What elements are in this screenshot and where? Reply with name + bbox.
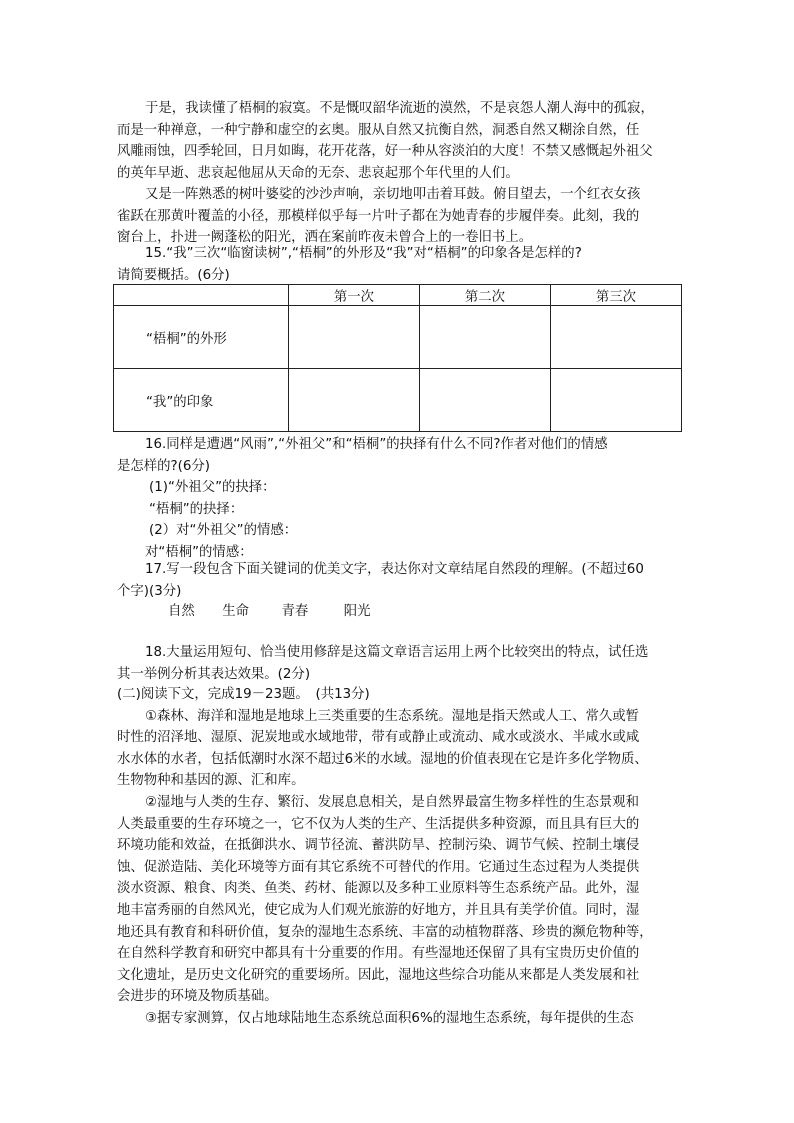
table-row-label: “梧桐”的外形 [114,306,289,369]
section-2 [117,684,683,1030]
text-line: 文化遗址，是历史文化研究的重要场所。因此，湿地这些综合功能从来都是人类发展和社 [117,967,640,983]
question-15-text: 15.“我”三次“临窗读树”,“梧桐”的外形及“我”对“梧桐”的印象各是怎样的? [145,246,582,261]
text-line: 又是一阵熟悉的树叶婆娑的沙沙声响，亲切地叩击着耳鼓。俯目望去，一个红衣女孩 [145,187,641,202]
text-line: 地丰富秀丽的自然风光，使它成为人们观光旅游的好地方，并且具有美学价值。同时，湿 [117,902,640,918]
table-header-row [114,285,682,306]
text-line: 在自然科学教育和研究中都具有十分重要的作用。有些湿地还保留了具有宝贵历史价值的 [117,946,640,962]
question-16-sub: (1)“外祖父”的抉择： [149,480,276,496]
text-line: 水水体的水者，包括低潮时水深不超过6米的水域。湿地的价值表现在它是许多化学物质、 [117,751,648,767]
text-line: ②湿地与人类的生存、繁衍、发展息息相关，是自然界最富生物多样性的生态景观和 [145,794,640,810]
section-heading: (二)阅读下文，完成19－23题。 (共13分) [117,687,370,702]
text-line: 窗台上，扑进一阙蓬松的阳光，洒在案前昨夜未曾合上的一卷旧书上。 [117,230,533,246]
table-header-cell: 第三次 [551,285,682,306]
question-16-text: 是怎样的?(6分) [117,458,211,474]
text-line: 淡水资源、粮食、肉类、鱼类、药材、能源以及多种工业原料等生态系统产品。此外，湿 [117,881,640,897]
answer-cell[interactable] [420,306,551,369]
question-18 [117,642,683,685]
text-line: 人类最重要的生存环境之一，它不仅为人类的生产、生活提供多种资源，而且具有巨大的 [117,816,640,832]
keyword: 生命 [222,604,250,619]
text-line: ③据专家测算，仅占地球陆地生态系统总面积6%的湿地生态系统，每年提供的生态 [145,1010,634,1026]
table-header-cell [114,285,289,306]
text-line: 风雕雨蚀，四季轮回，日月如晦，花开花落，好一种从容淡泊的大度！不禁又感慨起外祖父 [117,144,653,160]
text-line: 环境功能和效益，在抵御洪水、调节径流、蓄洪防旱、控制污染、调节气候、控制土壤侵 [117,838,640,854]
answer-cell[interactable] [289,306,420,369]
question-16-text: 16.同样是遭遇“风雨”,“外祖父”和“梧桐”的抉择有什么不同?作者对他们的情感 [145,437,608,452]
question-17-text: 个字)(3分) [117,583,182,599]
text-line: 会进步的环境及物质基础。 [117,989,278,1005]
text-line: 的英年早逝、悲哀起他屈从天命的无奈、悲哀起那个年代里的人们。 [117,165,519,181]
text-line: 地还具有教育和科研价值，复杂的湿地生态系统、丰富的动植物群落、珍贵的濒危物种等， [117,924,653,940]
keyword-list [168,600,371,619]
text-line: 雀跃在那黄叶覆盖的小径，那模样似乎每一片叶子都在为她青春的步履伴奏。此刻，我的 [117,208,640,224]
keyword: 自然 [168,604,195,619]
table-row-label: “我”的印象 [114,369,289,432]
question-18-text: 其一举例分析其表达效果。(2分) [117,666,311,682]
question-16 [117,434,683,564]
text-line: 时性的沼泽地、湿原、泥炭地或水域地带，带有或静止或流动、咸水或淡水、半咸水或咸 [117,730,640,746]
question-15-table [113,284,682,432]
question-17-text: 17.写一段包含下面关键词的优美文字，表达你对文章结尾自然段的理解。(不超过60 [145,562,644,577]
answer-cell[interactable] [551,306,682,369]
question-17 [117,559,683,602]
table-row [114,369,682,432]
keyword: 阳光 [343,604,371,619]
question-18-text: 18.大量运用短句、恰当使用修辞是这篇文章语言运用上两个比较突出的特点，试任选 [145,645,649,660]
answer-cell[interactable] [289,369,420,432]
text-line: 蚀、促淤造陆、美化环境等方面有其它系统不可替代的作用。它通过生态过程为人类提供 [117,859,640,875]
paragraph-1 [117,98,683,184]
text-line: 于是，我读懂了梧桐的寂寞。不是慨叹韶华流逝的漠然，不是哀怨人潮人海中的孤寂， [145,101,654,116]
answer-cell[interactable] [551,369,682,432]
text-line: 生物物种和基因的源、汇和库。 [117,773,305,789]
paragraph-2 [117,184,683,249]
question-16-sub: (2）对“外祖父”的情感： [149,523,298,539]
answer-cell[interactable] [420,369,551,432]
text-line: 而是一种禅意，一种宁静和虚空的玄奥。服从自然又抗衡自然，洞悉自然又糊涂自然，任 [117,122,640,138]
table-header-cell: 第一次 [289,285,420,306]
keyword: 青春 [281,604,309,619]
question-16-sub: “梧桐”的抉择： [149,501,244,517]
question-15 [117,243,683,286]
question-15-text: 请简要概括。(6分) [117,267,230,283]
question-16-sub: 对“梧桐”的情感： [145,544,253,560]
text-line: ①森林、海洋和湿地是地球上三类重要的生态系统。湿地是指天然或人工、常久或暂 [145,708,640,724]
table-row [114,306,682,369]
table-header-cell: 第二次 [420,285,551,306]
